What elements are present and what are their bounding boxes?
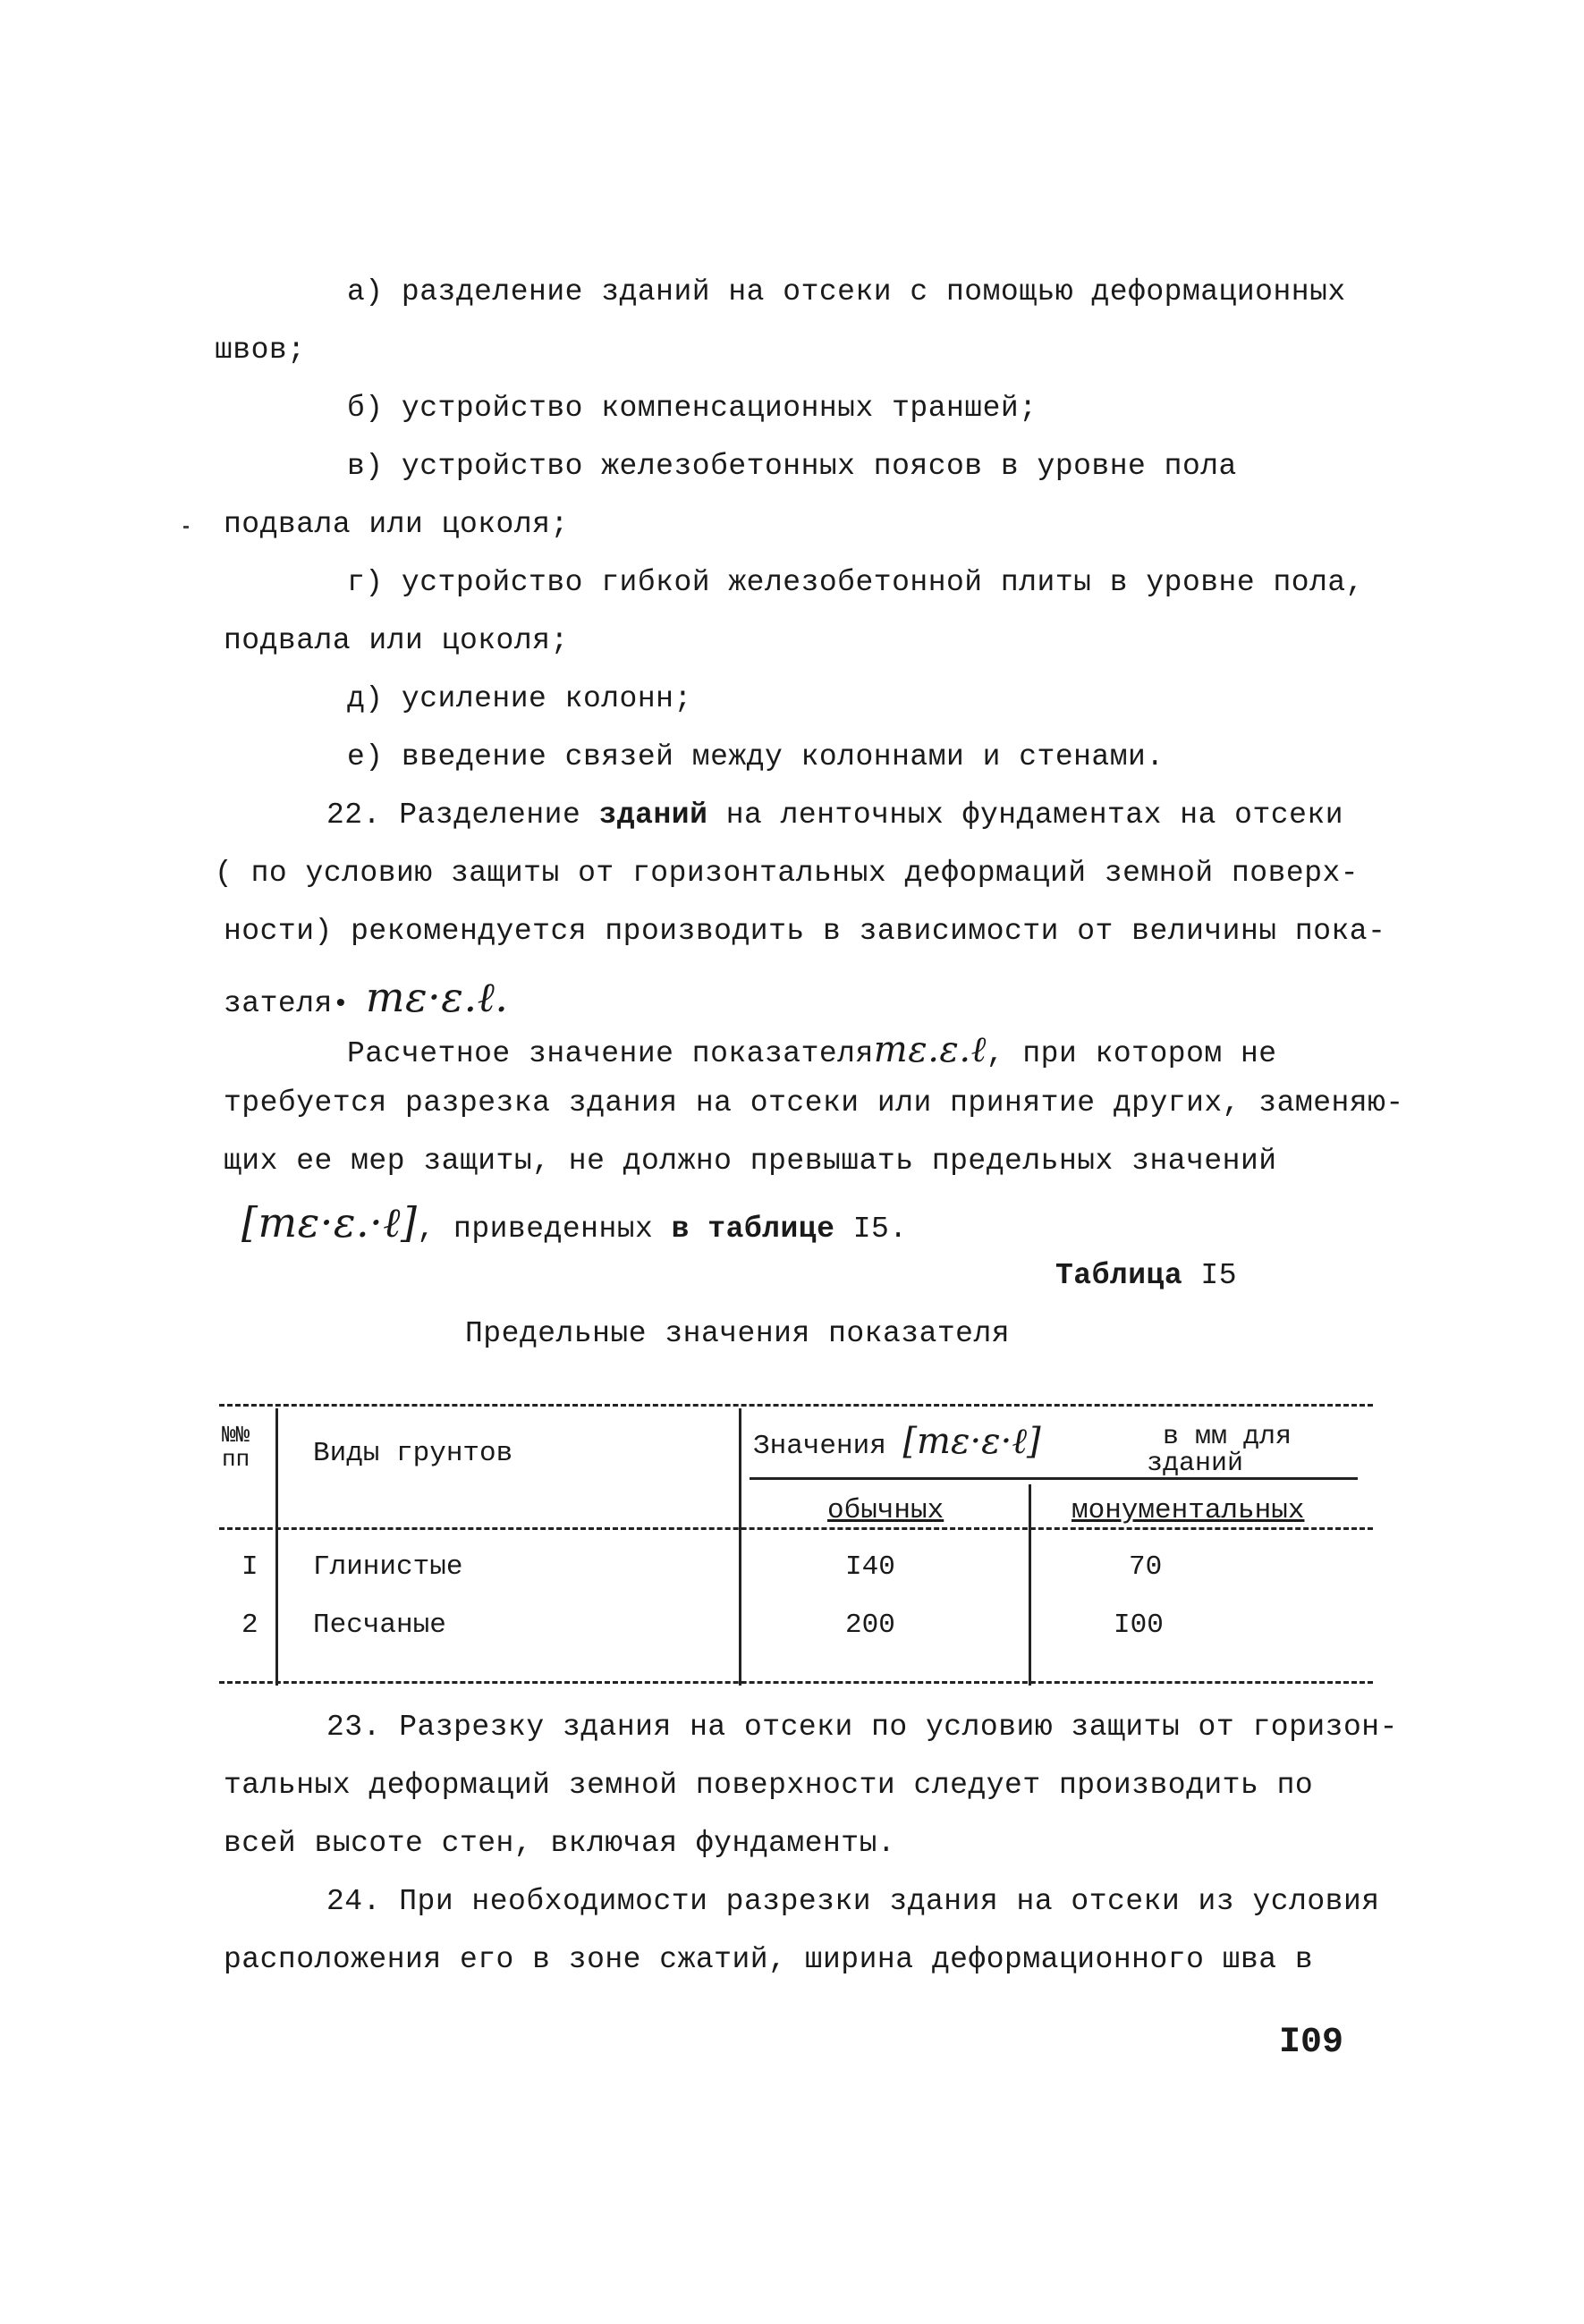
table-col-divider-3: [1029, 1484, 1031, 1686]
para22-line2: ( по условию защиты от горизонтальных деформаций земной поверх-: [215, 857, 1360, 890]
col-no-l1: №№: [222, 1422, 250, 1449]
table-label-word: Таблица: [1055, 1259, 1183, 1292]
row1-ordinary: I40: [845, 1551, 895, 1583]
list-item-c-cont: подвала или цоколя;: [224, 508, 569, 541]
list-item-a-cont: швов;: [215, 334, 306, 367]
para24-line2: расположения его в зоне сжатий, ширина деформационного шва в: [224, 1943, 1314, 1976]
para23-line3: всей высоте стен, включая фундаменты.: [224, 1827, 896, 1860]
para22-l1c: на ленточных фундаментах на отсеки: [707, 799, 1344, 832]
calc-l4a: , приведенных: [417, 1213, 672, 1246]
table-label-num: I5: [1182, 1259, 1238, 1292]
para22-l1a: 22. Разделение: [326, 799, 599, 832]
col-no-l2: пп: [222, 1446, 250, 1473]
table-sub-monumental: монументальных: [1072, 1495, 1305, 1526]
list-item-a: а) разделение зданий на отсеки с помощью деформационных: [347, 275, 1346, 308]
table-label: [1055, 1259, 1237, 1292]
list-item-d: г) устройство гибкой железобетонной плиты в уровне пола,: [347, 566, 1364, 599]
calc-l4b: в таблице: [671, 1213, 835, 1246]
table-col-divider-2: [739, 1408, 741, 1686]
margin-mark: [183, 526, 189, 528]
list-item-b: б) устройство компенсационных траншей;: [347, 392, 1038, 425]
para22-line4: зателя• mε·ε.ℓ.: [224, 973, 509, 1021]
row1-no: I: [241, 1551, 258, 1583]
calc-line2: требуется разрезка здания на отсеки или принятие других, заменяю-: [224, 1086, 1404, 1120]
list-item-d-cont: подвала или цоколя;: [224, 624, 569, 657]
col-values-suffix-2: зданий: [1147, 1449, 1244, 1479]
table-caption: Предельные значения показателя: [465, 1317, 1011, 1350]
para22-line1: [326, 799, 1343, 832]
para22-formula: mε·ε.ℓ.: [365, 973, 509, 1021]
calc-l1a: Расчетное значение показателя: [347, 1037, 874, 1070]
calc-line3: щих ее мер защиты, не должно превышать предельных значений: [224, 1145, 1277, 1178]
table-top-rule: [219, 1404, 1373, 1407]
table-sub-ordinary: обычных: [827, 1495, 944, 1526]
table-col-soil-header: Виды грунтов: [313, 1438, 513, 1469]
row2-soil: Песчаные: [313, 1610, 446, 1641]
para23-line2: тальных деформаций земной поверхности следует производить по: [224, 1769, 1314, 1802]
page-number: I09: [1279, 2023, 1344, 2063]
para22-line3: ности) рекомендуется производить в зависимости от величины пока-: [224, 915, 1386, 948]
calc-formula2: [mε·ε.·ℓ]: [241, 1198, 418, 1247]
row2-monumental: I00: [1114, 1610, 1164, 1641]
calc-l4c: I5.: [834, 1213, 908, 1246]
row1-soil: Глинистые: [313, 1551, 463, 1583]
para23-line1: 23. Разрезку здания на отсеки по условию защиты от горизон-: [326, 1711, 1398, 1744]
col-values-prefix: Значения: [753, 1431, 886, 1462]
calc-formula: mε.ε.ℓ: [873, 1029, 987, 1070]
list-item-f: е) введение связей между колоннами и стенами.: [347, 740, 1165, 773]
col-values-formula: [mε·ε·ℓ]: [902, 1421, 1041, 1462]
table-bottom-rule: [219, 1681, 1373, 1684]
table-col-divider-1: [275, 1408, 278, 1686]
table-col-values-header: [753, 1420, 1041, 1462]
table-value-rule: [750, 1477, 1358, 1480]
calc-line1: [347, 1028, 1277, 1070]
row1-monumental: 70: [1129, 1551, 1163, 1583]
row2-no: 2: [241, 1610, 258, 1641]
list-item-e: д) усиление колонн;: [347, 682, 692, 715]
para24-line1: 24. При необходимости разрезки здания на отсеки из условия: [326, 1885, 1380, 1918]
calc-l1b: , при котором не: [986, 1037, 1277, 1070]
row2-ordinary: 200: [845, 1610, 895, 1641]
para22-l4: зателя: [224, 987, 333, 1020]
para22-l1b: зданий: [598, 799, 708, 832]
table-header-rule: [219, 1527, 1373, 1530]
col-values-suffix-1: в мм для: [1163, 1422, 1292, 1452]
calc-line4: [241, 1198, 908, 1247]
table-col-no-header: [222, 1424, 250, 1472]
list-item-c: в) устройство железобетонных поясов в уровне пола: [347, 450, 1237, 483]
